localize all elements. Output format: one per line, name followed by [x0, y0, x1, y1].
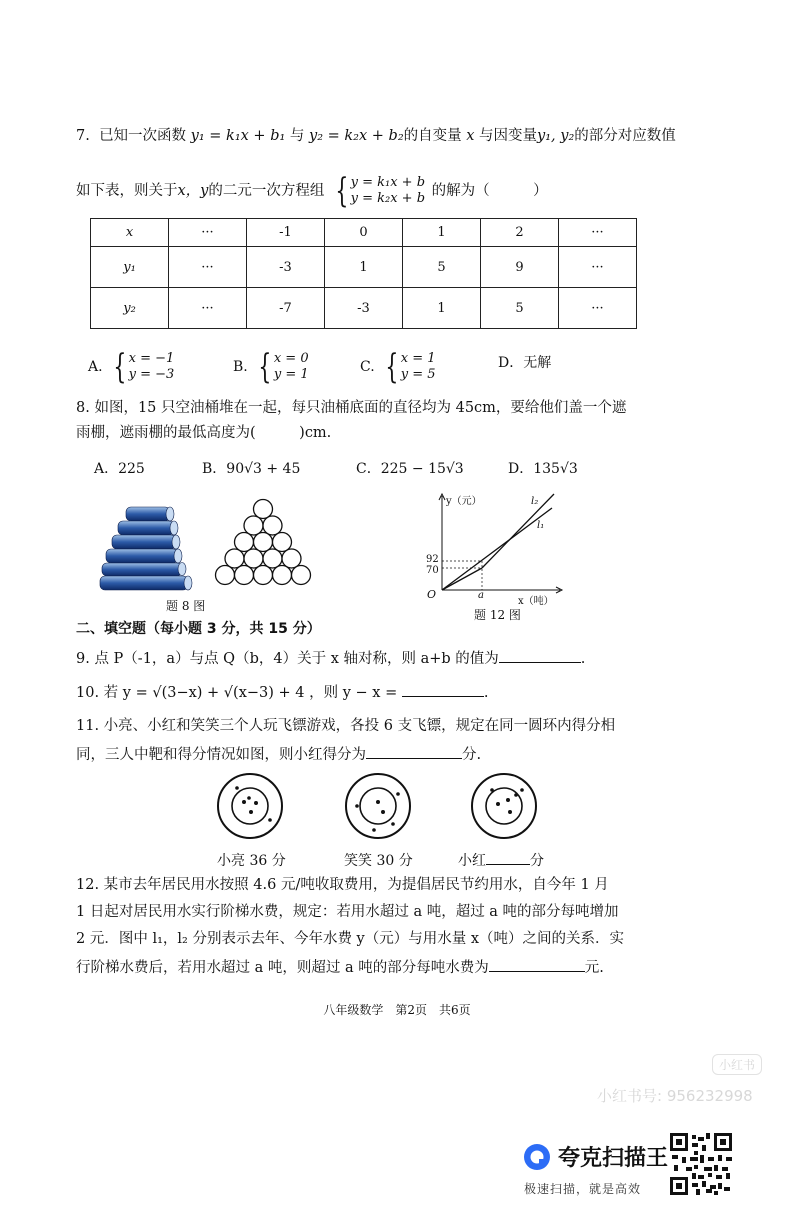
q7-value-table: x ··· -1 0 1 2 ··· y₁ ··· -3 1 5 9 ··· y₂ ··· -7 -3 1 5 ··· — [90, 218, 637, 329]
fig12-x-label: x（吨） — [518, 596, 554, 607]
q8-line2: 雨棚，遮雨棚的最低高度为( )cm. — [76, 425, 332, 441]
q7-option-a[interactable]: A. { x = −1 y = −3 — [88, 347, 175, 387]
q7-option-b[interactable]: B. { x = 0 y = 1 — [233, 347, 309, 387]
fig8-caption: 题 8 图 — [166, 599, 206, 613]
target-xiaoxiao — [344, 772, 414, 842]
q7-options — [88, 340, 688, 387]
q8-option-a[interactable]: A．225 — [94, 461, 145, 477]
scanner-brand: 夸克扫描王 — [558, 1146, 669, 1171]
target-label-xiaoxiao: 笑笑 30 分 — [344, 853, 413, 869]
q11-answer-blank[interactable] — [366, 744, 462, 759]
q7-option-d[interactable]: D．无解 — [498, 355, 552, 371]
page-footer: 八年级数学 第2页 共6页 — [323, 1003, 471, 1017]
xiaohong-score-blank[interactable] — [486, 850, 530, 865]
watermark-id: 小红书号: 956232998 — [597, 1087, 753, 1105]
q7-line2: 如下表，则关于x，y的二元一次方程组 { y = k₁x + b y = k₂x + b 的解为（ ） — [76, 171, 548, 211]
q8-line1: 8. 如图，15 只空油桶堆在一起，每只油桶底面的直径均为 45cm，要给他们盖一个遮 — [76, 400, 627, 416]
scanner-slogan: 极速扫描，就是高效 — [524, 1182, 642, 1196]
q7-equation-system: { y = k₁x + b y = k₂x + b — [335, 171, 426, 211]
q7-option-c[interactable]: C. { x = 1 y = 5 — [360, 347, 436, 387]
q10-answer-blank[interactable] — [402, 682, 484, 697]
quark-logo-icon — [522, 1142, 552, 1172]
fig12-l1: l₁ — [537, 520, 545, 531]
section-2-heading: 二、填空题（每小题 3 分，共 15 分） — [76, 621, 321, 637]
q9: 9. 点 P（-1，a）与点 Q（b，4）关于 x 轴对称，则 a+b 的值为 . — [76, 648, 585, 668]
fig12-tick-92: 92 — [426, 554, 439, 565]
target-xiaoliang — [216, 772, 286, 842]
q12-answer-blank[interactable] — [489, 957, 585, 972]
q10: 10. 若 y = √(3−x) + √(x−3) + 4 ，则 y − x = . — [76, 682, 488, 702]
q12-line2: 1 日起对居民用水实行阶梯水费，规定：若用水超过 a 吨，超过 a 吨的部分每吨增加 — [76, 904, 619, 920]
q11-line1: 11. 小亮、小红和笑笑三个人玩飞镖游戏，各投 6 支飞镖，规定在同一圆环内得分相 — [76, 718, 616, 734]
q11-line2: 同，三人中靶和得分情况如图，则小红得分为 分. — [76, 744, 481, 764]
fig12-y-label: y（元） — [446, 496, 482, 507]
target-label-xiaohong: 小红 分 — [458, 850, 544, 870]
q12-line3: 2 元．图中 l₁，l₂ 分别表示去年、今年水费 y（元）与用水量 x（吨）之间的关系．实 — [76, 931, 625, 947]
circle-pyramid-diagram — [212, 497, 314, 591]
target-label-xiaoliang: 小亮 36 分 — [217, 853, 286, 869]
q12-line4: 行阶梯水费后，若用水超过 a 吨，则超过 a 吨的部分每吨水费为 元. — [76, 957, 604, 977]
q8-option-d[interactable]: D．135√3 — [508, 461, 578, 477]
q9-answer-blank[interactable] — [499, 648, 581, 663]
fig12-caption: 题 12 图 — [474, 608, 521, 622]
fig12-graph — [420, 490, 570, 605]
fig12-l2: l₂ — [531, 496, 539, 507]
q8-option-c[interactable]: C．225 − 15√3 — [356, 461, 464, 477]
q8-option-b[interactable]: B．90√3 + 45 — [202, 461, 301, 477]
barrel-stack-photo — [98, 505, 198, 591]
q7-line1: 7. 已知一次函数 y₁ = k₁x + b₁ 与 y₂ = k₂x + b₂的自变量 x 与因变量y₁, y₂的部分对应数值 — [76, 128, 676, 144]
target-xiaohong — [470, 772, 540, 842]
fig12-tick-70: 70 — [426, 565, 439, 576]
fig12-origin: O — [427, 588, 437, 601]
fig12-tick-a: a — [478, 590, 484, 601]
watermark-badge: 小红书 — [712, 1054, 762, 1075]
q12-line1: 12. 某市去年居民用水按照 4.6 元/吨收取费用，为提倡居民节约用水，自今年 1 月 — [76, 877, 609, 893]
qr-code-icon — [670, 1133, 732, 1195]
